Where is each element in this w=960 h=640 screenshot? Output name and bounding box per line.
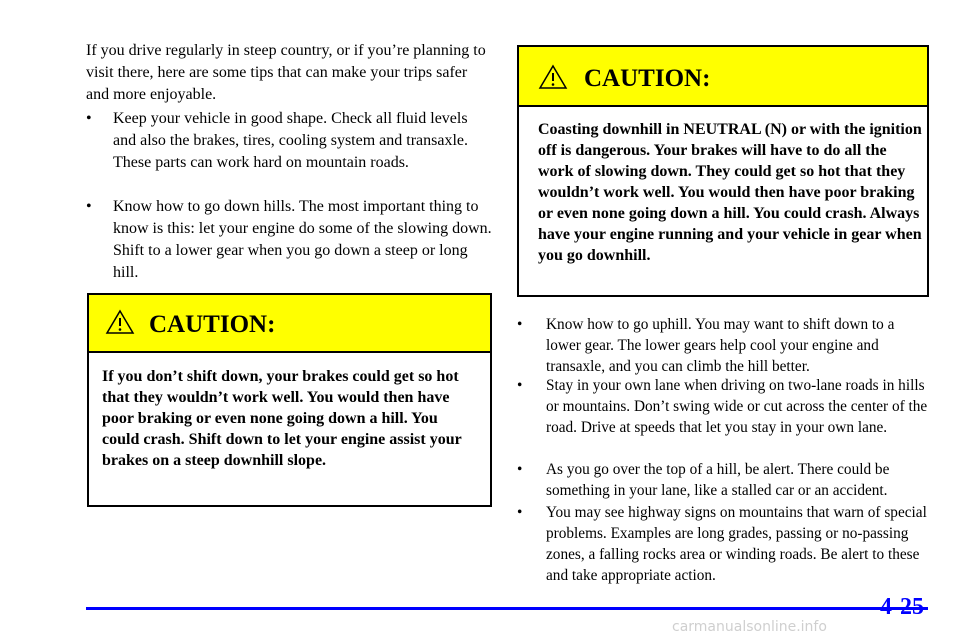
list-item: [517, 314, 929, 377]
list-item-text: Keep your vehicle in good shape. Check all fluid levels and also the brakes, tires, cooling system and transaxle. These parts can work hard on mountain roads.: [113, 110, 469, 171]
caution-title: CAUTION:: [149, 311, 276, 338]
caution-box: [87, 293, 492, 507]
caution-title: CAUTION:: [584, 65, 711, 92]
bullet-icon: •: [517, 504, 523, 521]
bullet-icon: •: [517, 461, 523, 478]
warning-triangle-icon: [538, 64, 568, 90]
list-item-text: Stay in your own lane when driving on two-lane roads in hills or mountains. Don’t swing wide or cut across the center of the road. Drive at speeds that let you stay in your own lane.: [546, 377, 928, 436]
watermark: carmanualsonline.info: [672, 619, 827, 635]
caution-body: If you don’t shift down, your brakes could get so hot that they wouldn’t work well. You would then have poor braking or even none going down a hill. You could crash. Shift down to let your engine assist your brakes on a steep downhill slope.: [102, 368, 462, 469]
page-number: 4-25: [880, 594, 924, 620]
list-item: [86, 196, 494, 284]
list-item-text: Know how to go down hills. The most important thing to know is this: let your engine do some of the slowing down. Shift to a lower gear when you go down a steep or long hill.: [113, 198, 492, 281]
list-item-text: Know how to go uphill. You may want to shift down to a lower gear. The lower gears help cool your engine and transaxle, and you can climb the hill better.: [546, 316, 895, 375]
list-item: [517, 375, 929, 438]
bullet-icon: •: [86, 198, 92, 215]
list-item-text: As you go over the top of a hill, be alert. There could be something in your lane, like a stalled car or an accident.: [546, 461, 890, 499]
caution-header: [519, 47, 927, 107]
bullet-icon: •: [517, 377, 523, 394]
caution-body: Coasting downhill in NEUTRAL (N) or with the ignition off is dangerous. Your brakes will have to do all the work of slowing down. They could get so hot that they wouldn’t work well. You would then have poor braking or even none going down a hill. You could crash. Always have your engine running and your vehicle in gear when you go downhill.: [538, 121, 922, 264]
bullet-icon: •: [86, 110, 92, 127]
intro-paragraph: If you drive regularly in steep country, or if you’re planning to visit there, here are some tips that can make your trips safer and more enjoyable.: [86, 42, 486, 103]
footer-rule: [86, 607, 928, 610]
list-item: [517, 459, 929, 501]
caution-box: [517, 45, 929, 297]
list-item-text: You may see highway signs on mountains that warn of special problems. Examples are long grades, passing or no-passing zones, a falling rocks area or winding roads. Be alert to these and take appropriate action.: [546, 504, 927, 584]
bullet-icon: •: [517, 316, 523, 333]
list-item: [517, 502, 929, 586]
warning-triangle-icon: [105, 309, 135, 335]
caution-header: [89, 295, 490, 353]
list-item: [86, 108, 494, 174]
